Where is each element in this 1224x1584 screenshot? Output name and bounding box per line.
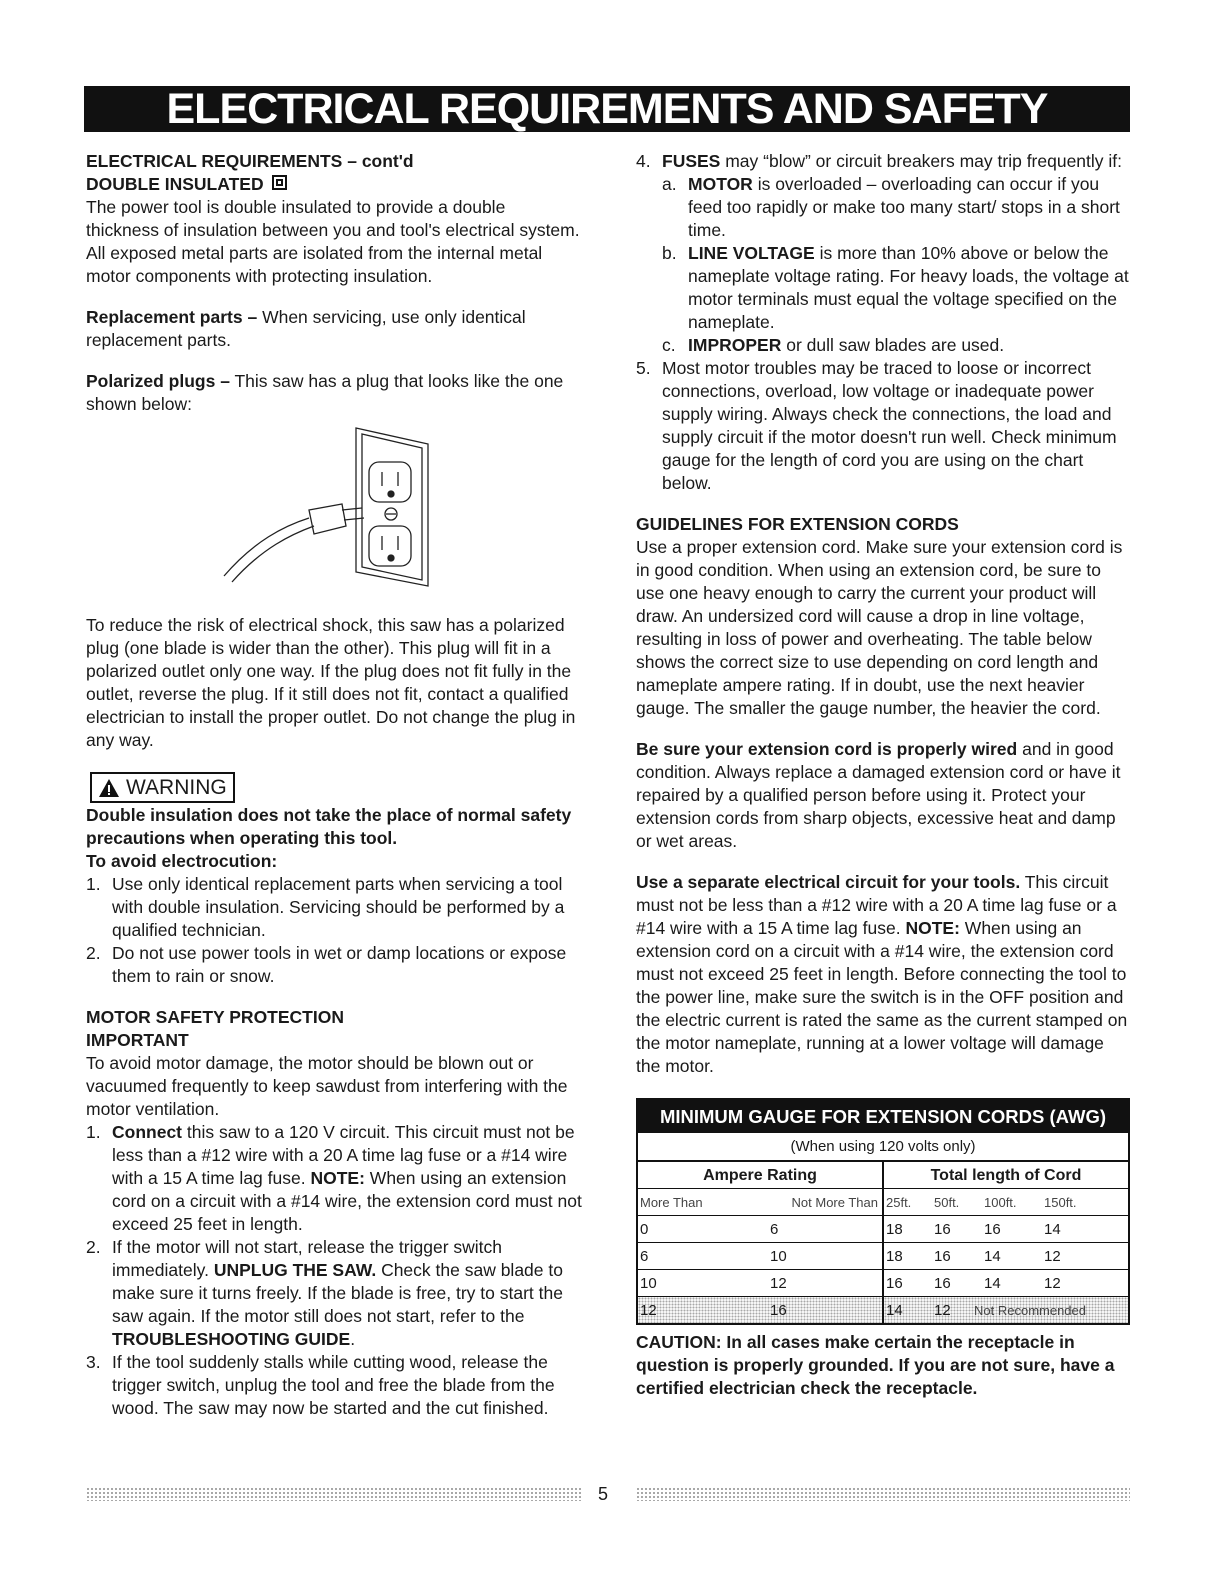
sub-list: [662, 173, 1132, 357]
circuit-paragraph: Use a separate electrical circuit for your tools. This circuit must not be less than a #12 wire with a 20 A time lag fuse or a #14 wire with a 15 A time lag fuse. NOTE: When using an extension cord on a circuit with a #14 wire, the extension cord must not exceed 25 feet in length. Before connecting the tool to the power line, make sure the switch is in the OFF position and the electric current is rated the same as the current stamped on the motor nameplate, running at a lower voltage will damage the motor.: [636, 872, 1128, 1076]
table-row: 10 12 16 16 14 12: [638, 1270, 1128, 1297]
heading-double-insulated: [86, 173, 582, 196]
heading-motor-safety: MOTOR SAFETY PROTECTION: [86, 1006, 344, 1027]
double-insulated-label: DOUBLE INSULATED: [86, 174, 264, 194]
page-banner: ELECTRICAL REQUIREMENTS AND SAFETY: [84, 86, 1130, 132]
wired-paragraph: Be sure your extension cord is properly wired and in good condition. Always replace a damaged extension cord or have it repaired by a qualified person before using it. Protect your extension cords from sharp objects, excessive heat and damp or wet areas.: [636, 739, 1121, 851]
total-length-header: Total length of Cord: [930, 1166, 1082, 1184]
table-subheader-row: More Than Not More Than 25ft. 50ft. 100ft. 150ft.: [638, 1189, 1128, 1216]
page-number: 5: [598, 1484, 609, 1504]
warning-label-box: [90, 772, 235, 803]
footer-rule-right: [636, 1487, 1130, 1501]
gauge-table-note: (When using 120 volts only): [638, 1133, 1128, 1162]
fuses-list: [636, 150, 1132, 495]
list-item: 1. Connect this saw to a 120 V circuit. This circuit must not be less than a #12 wire with a 20 A time lag fuse or a #14 wire with a 15 A time lag fuse. NOTE: When using an extension cord on a circuit with a #14 wire, the extension cord must not exceed 25 feet in length.: [86, 1121, 582, 1234]
polarized-plugs: [86, 370, 582, 416]
motor-text: To avoid motor damage, the motor should be blown out or vacuumed frequently to keep sawdust from interfering with the motor ventilation.: [86, 1052, 568, 1119]
polarized-label: Polarized plugs –: [86, 371, 230, 391]
gauge-table: [636, 1098, 1130, 1325]
left-column: [86, 150, 582, 1420]
heading-important: IMPORTANT: [86, 1029, 189, 1050]
table-row: 6 10 18 16 14 12: [638, 1243, 1128, 1270]
polarized-body: To reduce the risk of electrical shock, this saw has a polarized plug (one blade is wider than the other). This plug will fit in a polarized outlet only one way. If the plug does not fit fully in the outlet, reverse the plug. If it still does not fit, contact a qualified electrician to install the proper outlet. Do not change the plug in any way.: [86, 615, 576, 750]
heading-electrical-requirements: ELECTRICAL REQUIREMENTS – cont'd: [86, 151, 414, 171]
warning-label: WARNING: [126, 776, 227, 799]
ampere-rating-header: Ampere Rating: [638, 1162, 884, 1188]
list-item: a. MOTOR is overloaded – overloading can occur if you feed too rapidly or make too many start/ stops in a short time.: [662, 174, 1120, 240]
motor-list: [86, 1121, 582, 1420]
double-insulated-icon: [272, 175, 287, 190]
footer-rule-left: [86, 1487, 582, 1501]
list-item: 1. Use only identical replacement parts when servicing a tool with double insulation. Servicing should be performed by a qualified technician.: [86, 873, 565, 940]
double-insulated-text: The power tool is double insulated to provide a double thickness of insulation between you and tool's electrical system. All exposed metal parts are isolated from the internal metal motor components with protecting insulation.: [86, 197, 580, 286]
caution-text: CAUTION: In all cases make certain the receptacle in question is properly grounded. If you are not sure, have a certified electrician check the receptacle.: [636, 1332, 1115, 1398]
extension-text: Use a proper extension cord. Make sure your extension cord is in good condition. When using an extension cord, be sure to use one heavy enough to carry the current your product will draw. An undersized cord will cause a drop in line voltage, resulting in loss of power and overheating. The table below shows the correct size to use depending on cord length and nameplate ampere rating. If in doubt, use the next heavier gauge. The smaller the gauge number, the heavier the cord.: [636, 537, 1123, 718]
list-item: 2. If the motor will not start, release the trigger switch immediately. UNPLUG THE SAW. Check the saw blade to make sure it turns freely. If the blade is free, try to start the saw again. If the motor still does not start, refer to the TROUBLESHOOTING GUIDE.: [86, 1236, 563, 1349]
table-header-row: [638, 1162, 1128, 1189]
table-row: 0 6 18 16 16 14: [638, 1216, 1128, 1243]
replacement-text: When servicing, use only identical replacement parts.: [86, 307, 526, 350]
list-item: 4. FUSES may “blow” or circuit breakers may trip frequently if: a. MOTOR is overloaded – overloading can occur if you feed too rapidly or make too many start/ stops in a short time. b. LINE VOLTAGE is more than 10% above or below the nameplate voltage rating. For heavy loads, the voltage at motor terminals must equal the voltage specified on the nameplate. c. IMPROPER or dull saw blades are used.: [636, 150, 1132, 357]
warning-list: [86, 873, 582, 988]
replacement-parts: [86, 306, 582, 352]
polarized-text: This saw has a plug that looks like the one shown below:: [86, 371, 564, 414]
list-item: 2. Do not use power tools in wet or damp locations or expose them to rain or snow.: [86, 942, 567, 986]
avoid-electrocution-label: To avoid electrocution:: [86, 850, 278, 871]
warning-bold: Double insulation does not take the place of normal safety precautions when operating this tool.: [86, 804, 572, 848]
table-row-not-recommended: 12 16 14 12 Not Recommended: [638, 1297, 1128, 1323]
warning-triangle-icon: [98, 778, 120, 798]
polarized-plug-outlet-illustration: [214, 426, 454, 598]
list-item: c. IMPROPER or dull saw blades are used.: [662, 335, 1005, 355]
gauge-table-title: MINIMUM GAUGE FOR EXTENSION CORDS (AWG): [638, 1100, 1128, 1133]
heading-extension-cords: GUIDELINES FOR EXTENSION CORDS: [636, 514, 959, 534]
list-item: b. LINE VOLTAGE is more than 10% above or below the nameplate voltage rating. For heavy loads, the voltage at motor terminals must equal the voltage specified on the nameplate.: [662, 243, 1129, 332]
replacement-label: Replacement parts –: [86, 307, 258, 327]
right-column: [636, 150, 1132, 1400]
list-item: 5. Most motor troubles may be traced to loose or incorrect connections, overload, low voltage or inadequate power supply wiring. Always check the connections, the load and supply circuit if the motor doesn't run well. Check minimum gauge for the length of cord you are using on the chart below.: [636, 358, 1117, 493]
list-item: 3. If the tool suddenly stalls while cutting wood, release the trigger switch, unplug the tool and free the blade from the wood. The saw may now be started and the cut finished.: [86, 1351, 555, 1418]
